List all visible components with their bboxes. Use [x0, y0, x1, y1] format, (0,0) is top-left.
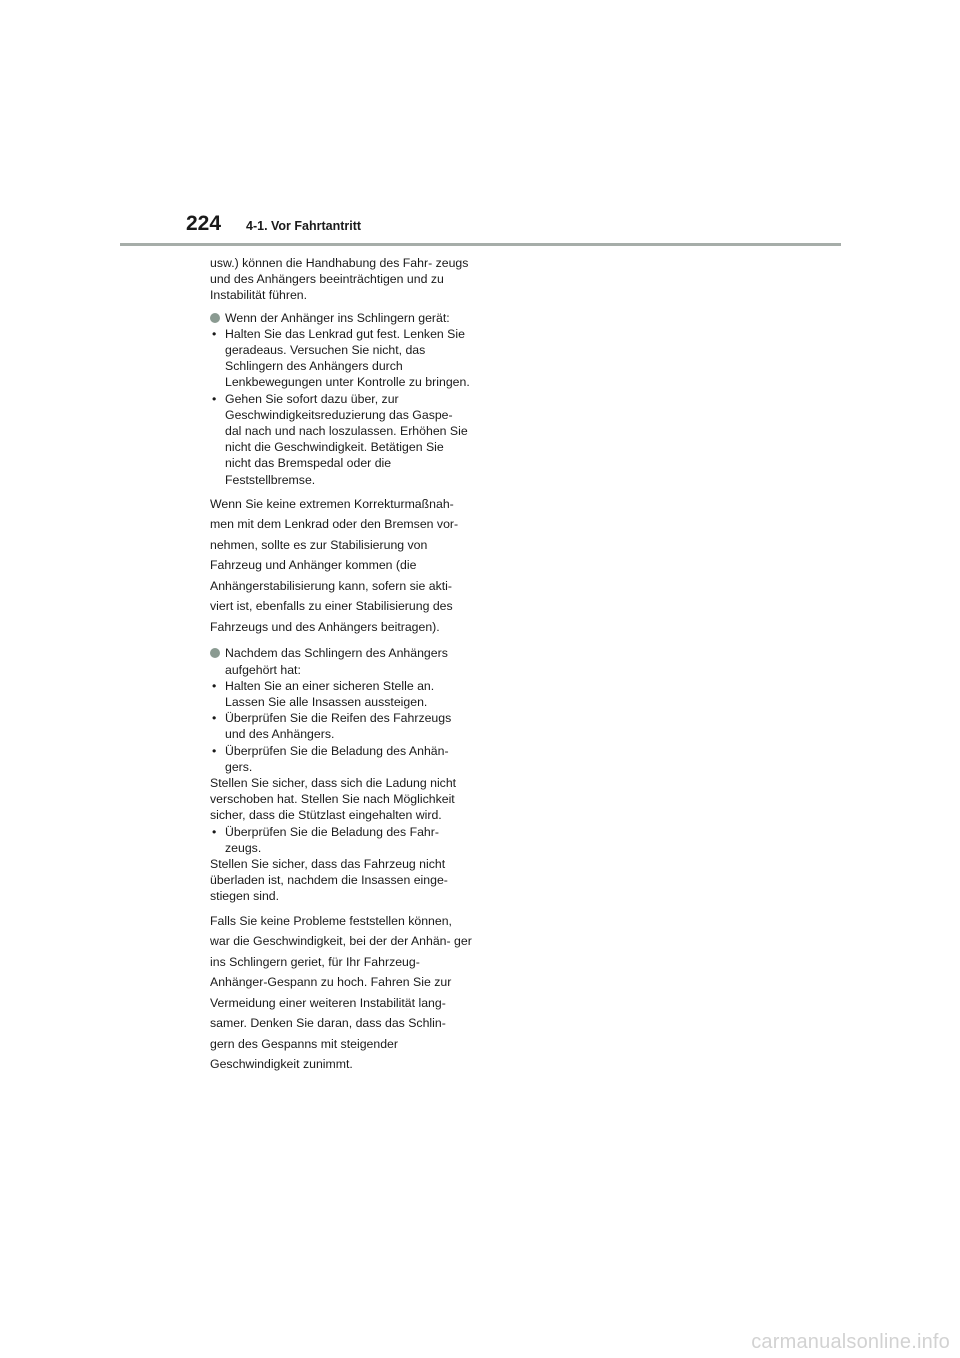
header-divider [120, 243, 841, 246]
note-text: Stellen Sie sicher, dass das Fahrzeug nicht überladen ist, nachdem die Insassen einge- stiegen sind. [210, 856, 448, 904]
bullet-icon: • [212, 326, 217, 341]
bullet-icon: • [212, 711, 217, 726]
list-item-text: Überprüfen Sie die Beladung des Fahr- zeugs. [225, 824, 439, 855]
list-item-text: Halten Sie das Lenkrad gut fest. Lenken Sie geradeaus. Versuchen Sie nicht, das Schlingern des Anhängers durch Lenkbewegungen unter Kontrolle zu bringen. [225, 326, 470, 390]
section-heading [210, 310, 472, 326]
list-item [210, 326, 472, 391]
bullet-icon: • [212, 824, 217, 839]
list-item-text: Überprüfen Sie die Beladung des Anhän- gers. [225, 743, 449, 774]
list-item [210, 678, 472, 710]
section-after-swaying-stops [210, 645, 472, 904]
intro-paragraph: usw.) können die Handhabung des Fahr- zeugs und des Anhängers beeinträchtigen und zu Instabilität führen. [210, 256, 469, 303]
list-item-text: Gehen Sie sofort dazu über, zur Geschwindigkeitsreduzierung das Gaspe- dal nach und nach loszulassen. Erhöhen Sie nicht die Geschwindigkeit. Betätigen Sie nicht das Bremspedal oder die Feststellbremse. [225, 391, 468, 487]
list-item-text: Überprüfen Sie die Reifen des Fahrzeugs und des Anhängers. [225, 711, 452, 742]
section-heading [210, 645, 472, 677]
bullet-icon: • [212, 391, 217, 406]
section-heading-text: Nachdem das Schlingern des Anhängers aufgehört hat: [225, 646, 448, 677]
list-item [210, 391, 472, 488]
bullet-dot-icon [210, 648, 220, 658]
bullet-dot-icon [210, 313, 220, 323]
page-number: 224 [186, 212, 222, 235]
note-text: Stellen Sie sicher, dass sich die Ladung nicht verschoben hat. Stellen Sie nach Möglichkeit sicher, dass die Stützlast eingehalten wird. [210, 775, 457, 823]
section-when-trailer-sways [210, 310, 472, 488]
section-title: 4-1. Vor Fahrtantritt [246, 219, 362, 233]
watermark-text: carmanualsonline.info [751, 1331, 950, 1353]
list-item [210, 743, 472, 775]
stabilization-paragraph: Wenn Sie keine extremen Korrekturmaßnah- men mit dem Lenkrad oder den Bremsen vor- nehmen, sollte es zur Stabilisierung von Fahrzeug und Anhänger kommen (die Anhängerstabilisierung kann, sofern sie akti- viert ist, ebenfalls zu einer Stabilisierung des Fahrzeugs und des Anhängers beitragen). [210, 496, 459, 634]
section-heading-text: Wenn der Anhänger ins Schlingern gerät: [225, 310, 450, 325]
bullet-icon: • [212, 743, 217, 758]
list-item [210, 710, 472, 742]
list-item [210, 824, 472, 856]
page-content [210, 255, 472, 1083]
list-item-text: Halten Sie an einer sicheren Stelle an. Lassen Sie alle Insassen aussteigen. [225, 678, 435, 709]
conclusion-paragraph: Falls Sie keine Probleme feststellen können, war die Geschwindigkeit, bei der der Anhän- ger ins Schlingern geriet, für Ihr Fahrzeug- Anhänger-Gespann zu hoch. Fahren Sie zur Vermeidung einer weiteren Instabilität lang- samer. Denken Sie daran, dass das Schlin- gern des Gespanns mit steigender Geschwindigkeit zunimmt. [210, 913, 472, 1072]
bullet-icon: • [212, 678, 217, 693]
